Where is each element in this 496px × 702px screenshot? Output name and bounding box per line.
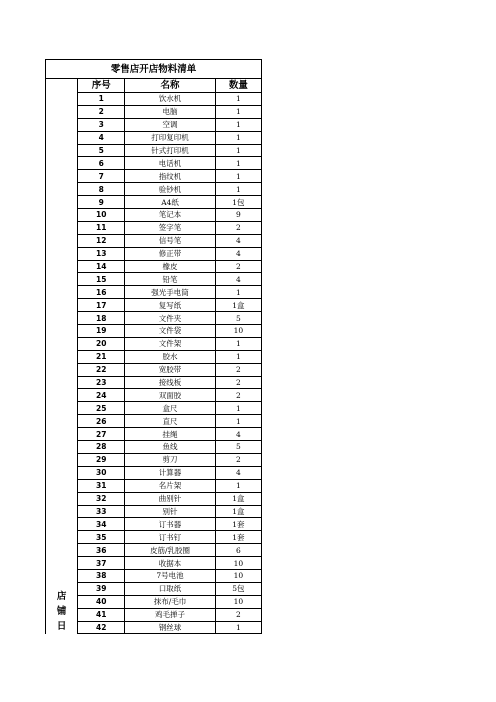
row-num: 42 (78, 621, 125, 634)
row-qty: 5 (215, 312, 261, 325)
row-name: 抹布/毛巾 (125, 595, 215, 608)
table-row (46, 286, 262, 299)
row-qty: 1 (215, 170, 261, 183)
table-row (46, 453, 262, 466)
row-qty: 2 (215, 221, 261, 234)
row-name: 双面胶 (125, 389, 215, 402)
row-qty: 1 (215, 93, 261, 106)
row-qty: 1 (215, 402, 261, 415)
table-row (46, 157, 262, 170)
row-name: 盒尺 (125, 402, 215, 415)
row-name: 文件夹 (125, 312, 215, 325)
row-num: 10 (78, 209, 125, 222)
row-num: 38 (78, 569, 125, 582)
row-name: 收据本 (125, 557, 215, 570)
row-qty: 1 (215, 337, 261, 350)
row-qty: 2 (215, 389, 261, 402)
table-row (46, 428, 262, 441)
row-qty: 4 (215, 234, 261, 247)
row-num: 23 (78, 376, 125, 389)
row-num: 3 (78, 118, 125, 131)
row-num: 37 (78, 557, 125, 570)
row-qty: 10 (215, 569, 261, 582)
row-num: 13 (78, 247, 125, 260)
row-name: 针式打印机 (125, 144, 215, 157)
row-name: 修正带 (125, 247, 215, 260)
row-name: 复写纸 (125, 299, 215, 312)
table-row (46, 337, 262, 350)
table-row (46, 247, 262, 260)
row-name: 7号电池 (125, 569, 215, 582)
row-qty: 1 (215, 105, 261, 118)
row-qty: 4 (215, 247, 261, 260)
header-qty: 数量 (215, 79, 261, 93)
row-num: 12 (78, 234, 125, 247)
row-qty: 4 (215, 428, 261, 441)
row-name: 订书器 (125, 518, 215, 531)
row-num: 17 (78, 299, 125, 312)
table-row (46, 118, 262, 131)
table-row (46, 105, 262, 118)
row-name: 宽胶带 (125, 363, 215, 376)
row-num: 35 (78, 531, 125, 544)
row-name: 强光手电筒 (125, 286, 215, 299)
table-row (46, 325, 262, 338)
table-row (46, 466, 262, 479)
row-qty: 1 (215, 157, 261, 170)
table-row (46, 221, 262, 234)
row-num: 32 (78, 492, 125, 505)
row-name: 电脑 (125, 105, 215, 118)
row-name: 直尺 (125, 415, 215, 428)
table-row (46, 479, 262, 492)
row-qty: 2 (215, 453, 261, 466)
row-num: 36 (78, 544, 125, 557)
row-num: 2 (78, 105, 125, 118)
row-name: 打印复印机 (125, 131, 215, 144)
row-num: 29 (78, 453, 125, 466)
row-num: 4 (78, 131, 125, 144)
row-name: 皮筋/乳胶圈 (125, 544, 215, 557)
row-name: A4纸 (125, 196, 215, 209)
row-name: 胶水 (125, 350, 215, 363)
header-name: 名称 (125, 79, 215, 93)
header-row (46, 79, 262, 93)
row-qty: 1 (215, 621, 261, 634)
table-row (46, 196, 262, 209)
row-name: 挂绳 (125, 428, 215, 441)
row-num: 21 (78, 350, 125, 363)
row-num: 34 (78, 518, 125, 531)
row-name: 空调 (125, 118, 215, 131)
table-row (46, 312, 262, 325)
row-qty: 4 (215, 466, 261, 479)
row-name: 订书钉 (125, 531, 215, 544)
row-qty: 1 (215, 118, 261, 131)
table-row (46, 415, 262, 428)
row-num: 30 (78, 466, 125, 479)
table-row (46, 531, 262, 544)
table-row (46, 518, 262, 531)
row-name: 曲别针 (125, 492, 215, 505)
row-qty: 2 (215, 260, 261, 273)
row-num: 18 (78, 312, 125, 325)
row-qty: 1 (215, 183, 261, 196)
row-qty: 10 (215, 595, 261, 608)
row-num: 19 (78, 325, 125, 338)
table-row (46, 363, 262, 376)
row-num: 7 (78, 170, 125, 183)
table-row (46, 183, 262, 196)
table-row (46, 350, 262, 363)
side-label-char: 日 (56, 620, 67, 632)
table-row (46, 569, 262, 582)
side-label-char: 铺 (56, 605, 67, 617)
row-qty: 4 (215, 273, 261, 286)
row-name: 别针 (125, 505, 215, 518)
row-qty: 1 (215, 286, 261, 299)
row-qty: 1盒 (215, 505, 261, 518)
table-row (46, 557, 262, 570)
row-name: 橡皮 (125, 260, 215, 273)
row-name: 文件架 (125, 337, 215, 350)
row-num: 8 (78, 183, 125, 196)
row-qty: 1套 (215, 518, 261, 531)
row-num: 16 (78, 286, 125, 299)
row-name: 鱼线 (125, 441, 215, 454)
row-qty: 1 (215, 350, 261, 363)
row-num: 27 (78, 428, 125, 441)
row-qty: 1包 (215, 196, 261, 209)
table-row (46, 544, 262, 557)
row-qty: 2 (215, 376, 261, 389)
row-qty: 5 (215, 441, 261, 454)
row-name: 验钞机 (125, 183, 215, 196)
row-num: 5 (78, 144, 125, 157)
table-row (46, 441, 262, 454)
row-qty: 10 (215, 325, 261, 338)
row-qty: 1套 (215, 531, 261, 544)
table-row (46, 492, 262, 505)
row-qty: 1 (215, 144, 261, 157)
row-qty: 1 (215, 415, 261, 428)
row-name: 口取纸 (125, 582, 215, 595)
row-name: 名片架 (125, 479, 215, 492)
material-list-table (45, 59, 262, 634)
row-num: 31 (78, 479, 125, 492)
table-row (46, 402, 262, 415)
table-row (46, 376, 262, 389)
row-num: 40 (78, 595, 125, 608)
row-num: 25 (78, 402, 125, 415)
row-name: 文件袋 (125, 325, 215, 338)
table-row (46, 273, 262, 286)
row-name: 信号笔 (125, 234, 215, 247)
table-row (46, 131, 262, 144)
table-row (46, 93, 262, 106)
row-name: 计算器 (125, 466, 215, 479)
row-name: 电话机 (125, 157, 215, 170)
row-qty: 1 (215, 479, 261, 492)
table-row (46, 234, 262, 247)
row-name: 指纹机 (125, 170, 215, 183)
row-qty: 2 (215, 608, 261, 621)
table-row (46, 299, 262, 312)
row-name: 接线板 (125, 376, 215, 389)
row-num: 24 (78, 389, 125, 402)
row-name: 铅笔 (125, 273, 215, 286)
row-num: 20 (78, 337, 125, 350)
row-name: 笔记本 (125, 209, 215, 222)
row-num: 11 (78, 221, 125, 234)
row-name: 钢丝球 (125, 621, 215, 634)
row-qty: 9 (215, 209, 261, 222)
row-name: 签字笔 (125, 221, 215, 234)
table-row (46, 582, 262, 595)
row-qty: 10 (215, 557, 261, 570)
side-label-char: 店 (56, 590, 67, 602)
row-num: 6 (78, 157, 125, 170)
row-num: 9 (78, 196, 125, 209)
table-row (46, 209, 262, 222)
table-row (46, 621, 262, 634)
row-qty: 1盒 (215, 299, 261, 312)
table-row (46, 170, 262, 183)
sheet-title: 零售店开店物料清单 (46, 60, 262, 79)
table-row (46, 389, 262, 402)
row-qty: 1 (215, 131, 261, 144)
row-num: 1 (78, 93, 125, 106)
table-row (46, 505, 262, 518)
row-qty: 5包 (215, 582, 261, 595)
row-qty: 6 (215, 544, 261, 557)
table-row (46, 595, 262, 608)
row-num: 26 (78, 415, 125, 428)
row-num: 14 (78, 260, 125, 273)
row-name: 剪刀 (125, 453, 215, 466)
row-num: 28 (78, 441, 125, 454)
row-num: 41 (78, 608, 125, 621)
row-qty: 1盒 (215, 492, 261, 505)
table-row (46, 608, 262, 621)
table-row (46, 144, 262, 157)
row-name: 鸡毛掸子 (125, 608, 215, 621)
material-list-sheet (45, 59, 262, 634)
row-num: 39 (78, 582, 125, 595)
table-row (46, 260, 262, 273)
row-name: 饮水机 (125, 93, 215, 106)
row-num: 33 (78, 505, 125, 518)
row-qty: 2 (215, 363, 261, 376)
header-num: 序号 (78, 79, 125, 93)
side-category-label (46, 79, 78, 634)
row-num: 15 (78, 273, 125, 286)
row-num: 22 (78, 363, 125, 376)
